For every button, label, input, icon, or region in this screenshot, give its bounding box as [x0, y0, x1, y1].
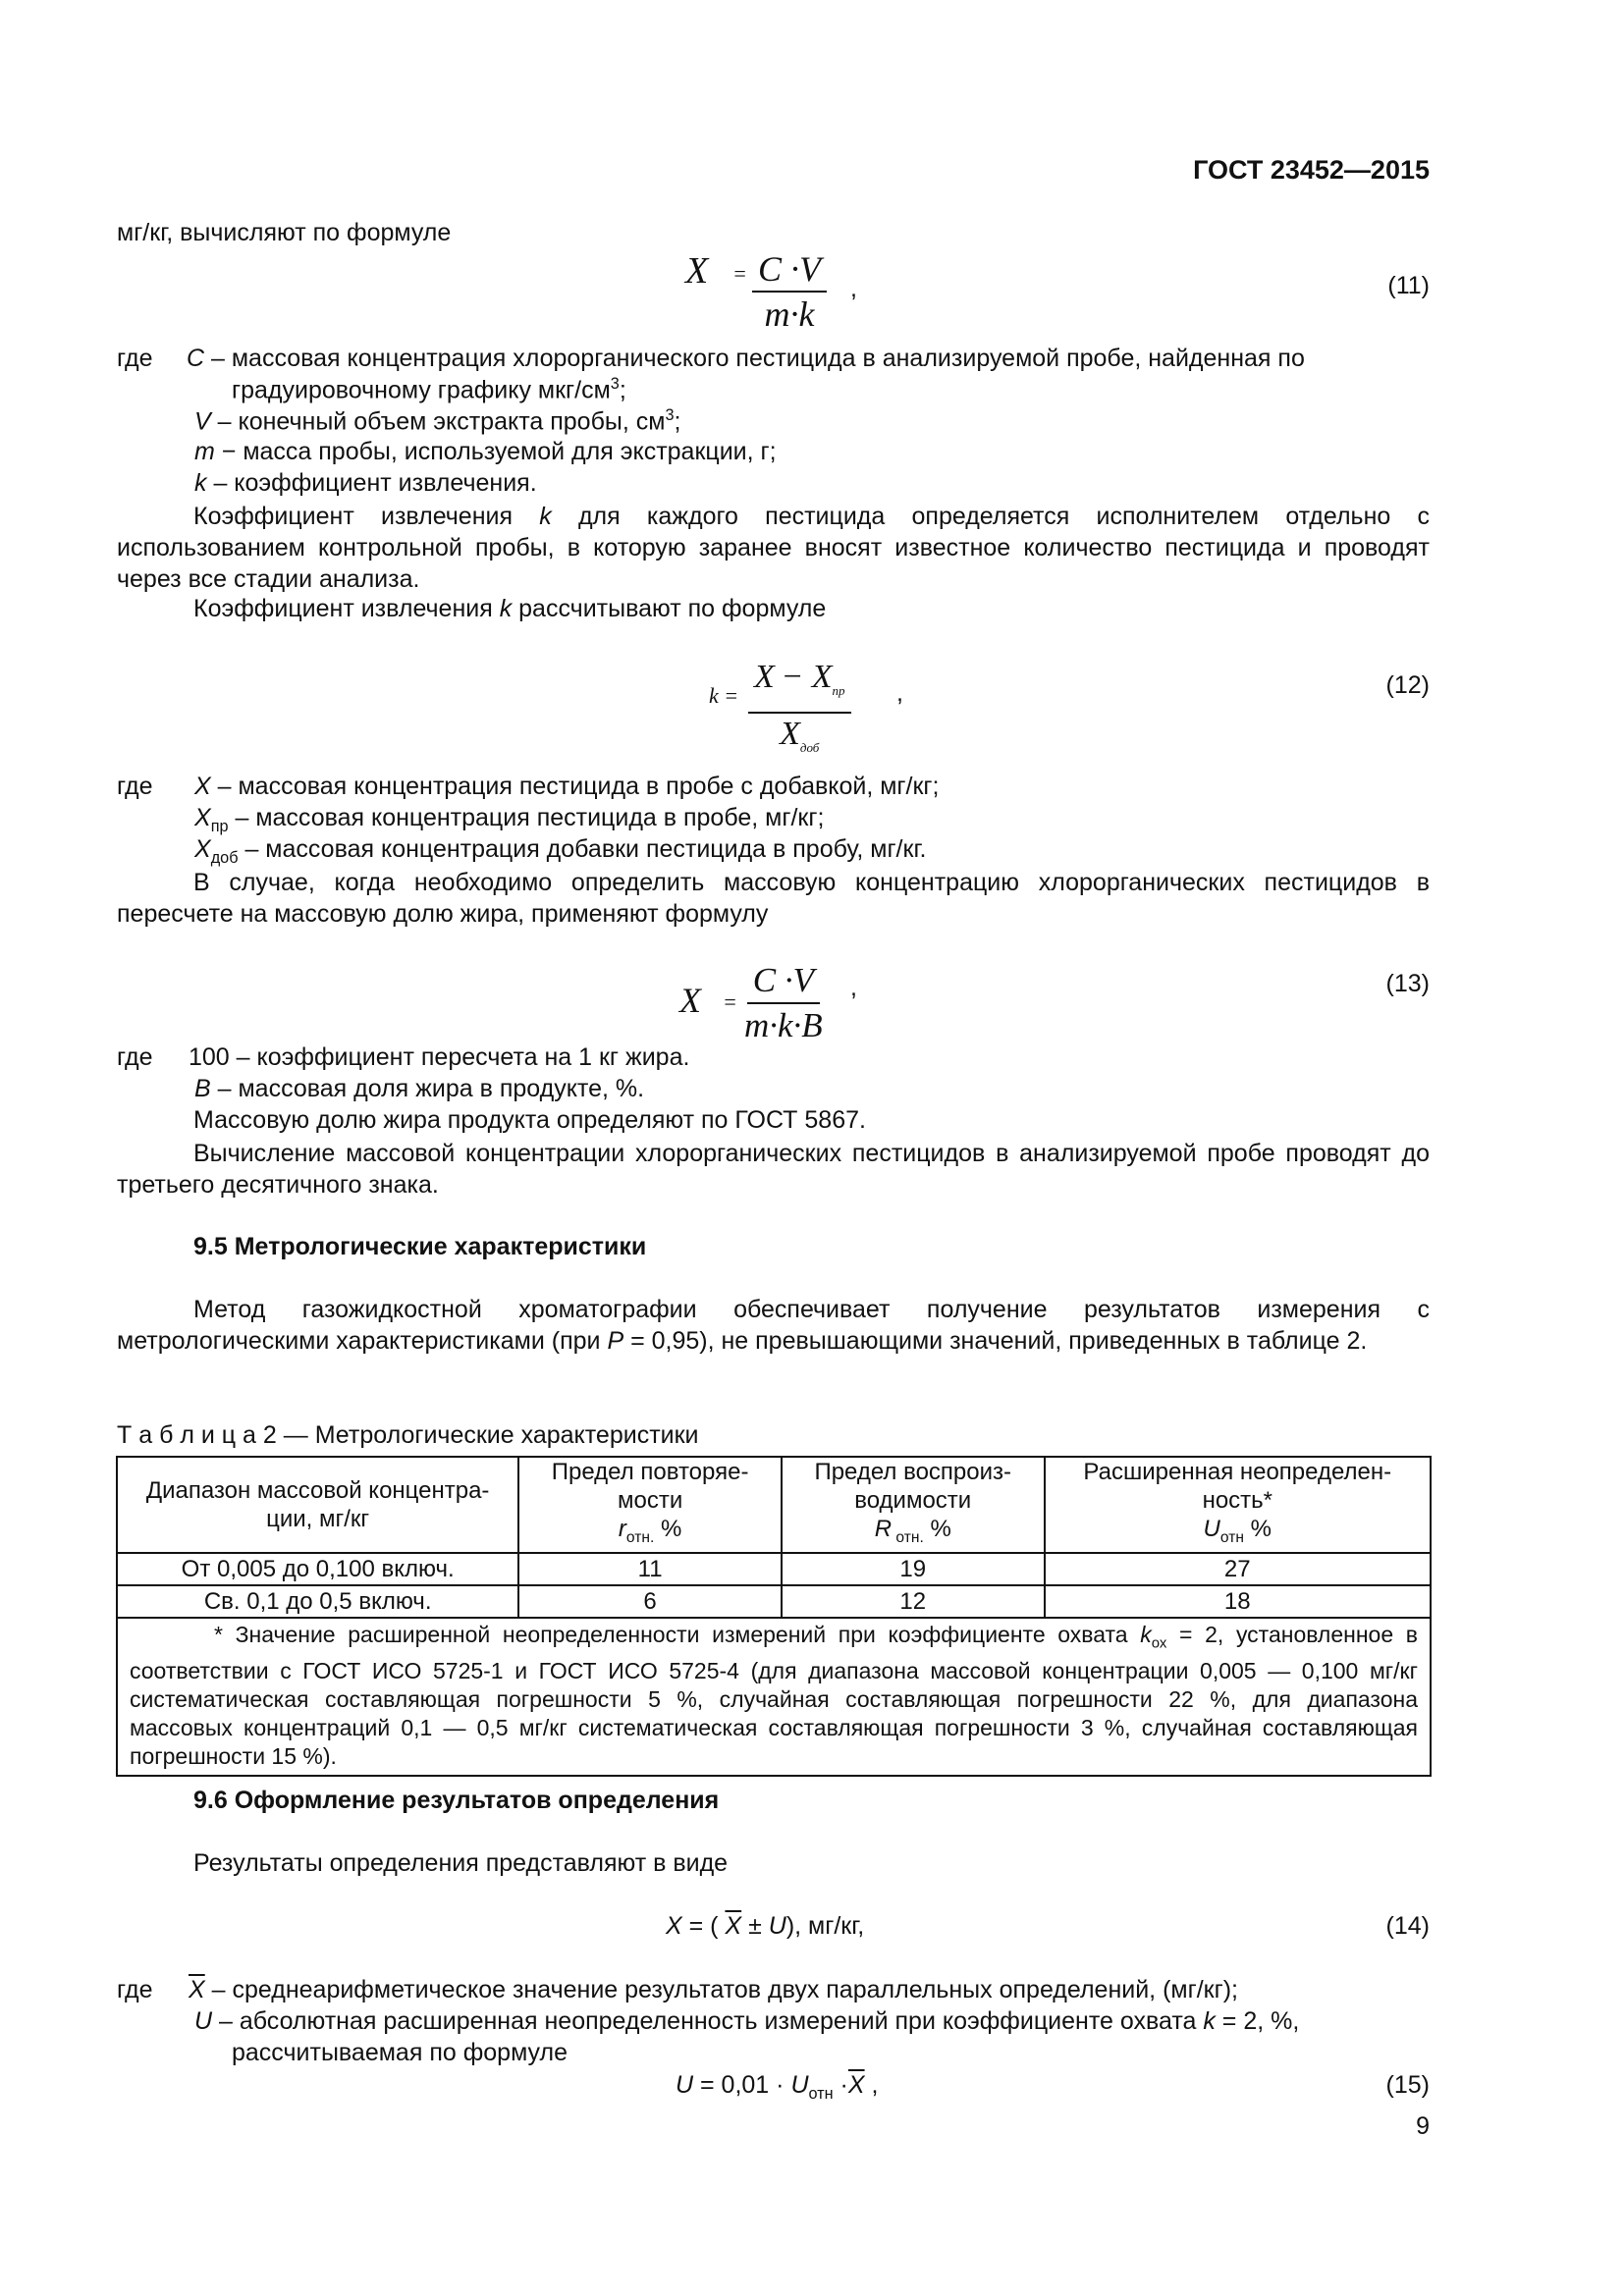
where3-line1: 100 – коэффициент пересчета на 1 кг жира. [189, 1043, 690, 1071]
eq11-numerator: C ·V [752, 249, 827, 293]
where1-item-c: C – массовая концентрация хлорорганического пестицида в анализируемой пробе, найденная по [187, 345, 1305, 372]
header-uncertainty: Расширенная неопределен- ность* $U_{отн}$ % [1045, 1457, 1431, 1553]
table-footnote: * Значение расширенной неопределенности измерений при коэффициенте охвата $k_{ох} = 2$, установленное в соответствии с ГОСТ ИСО 5725-1 и ГОСТ ИСО 5725-4 (для диапазона массовой концентрации 0,005 — 0,100 мг/кг систематическая составляющая погрешности 5 %, случайная составляющая погрешности 22 %, для диапазона массовых концентраций 0,1 — 0,5 мг/кг систематическая составляющая погрешности 3 %, случайная составляющая погрешности 15 %). [117, 1618, 1431, 1777]
section-9-5-title: 9.5 Метрологические характеристики [193, 1233, 647, 1260]
cell-repeatability: 11 [518, 1553, 782, 1585]
where4-line1: $\overline{X}$ – среднеарифметическое значение результатов двух параллельных определений, (мг/кг); [189, 1976, 1238, 2003]
where4-line2: U – абсолютная расширенная неопределенность измерений при коэффициенте охвата k = 2, %, [194, 2007, 1300, 2035]
cell-range: От 0,005 до 0,100 включ. [117, 1553, 518, 1585]
section-9-6-title: 9.6 Оформление результатов определения [193, 1787, 720, 1814]
eq13-lhs: X [679, 981, 701, 1020]
eq14-number: (14) [1385, 1912, 1430, 1940]
eq14: X = ( $\overline{X} \pm U$), мг/кг, [666, 1912, 865, 1940]
page-number: 9 [1416, 2112, 1430, 2140]
eq11-comma: , [850, 275, 857, 302]
where4-line3: рассчитываемая по формуле [232, 2039, 568, 2066]
header-repeatability: Предел повторяе- мости $r_{отн.}$ % [518, 1457, 782, 1553]
eq13-numerator: C ·V [747, 961, 820, 1004]
where2-item-xpr: $X_{пр}$ – массовая концентрация пестицида в пробе, мг/кг; [194, 804, 825, 835]
cell-reproducibility: 12 [782, 1585, 1045, 1618]
paragraph-fat: В случае, когда необходимо определить массовую концентрацию хлорорганических пестицидов в пересчете на массовую долю жира, применяют формулу [117, 869, 1430, 928]
where1-item-v: V – конечный объем экстракта пробы, $см^3$; [194, 406, 681, 436]
paragraph-k-definition: Коэффициент извлечения k для каждого пестицида определяется исполнителем отдельно с использованием контрольной пробы, в которую заранее вносят известное количество пестицида и проводят через все стадии анализа. [117, 503, 1430, 593]
eq15-number: (15) [1385, 2071, 1430, 2099]
document-id: ГОСТ 23452—2015 [1193, 155, 1430, 185]
eq13-denominator: m·k·B [744, 1006, 823, 1044]
eq12-comma: , [896, 679, 903, 707]
cell-reproducibility: 19 [782, 1553, 1045, 1585]
cell-repeatability: 6 [518, 1585, 782, 1618]
eq12-fraction [748, 659, 851, 767]
cell-uncertainty: 18 [1045, 1585, 1431, 1618]
where3-line2: B – массовая доля жира в продукте, %. [194, 1075, 645, 1102]
header-range: Диапазон массовой концентра- ции, мг/кг [117, 1457, 518, 1553]
table-caption: Т а б л и ц а 2 — Метрологические характеристики [117, 1421, 699, 1449]
where1-item-c-cont: градуировочному графику мкг/$см^3$; [232, 375, 626, 404]
table-footnote-row [117, 1618, 1431, 1777]
cell-uncertainty: 27 [1045, 1553, 1431, 1585]
where2-item-x: X – массовая концентрация пестицида в пробе с добавкой, мг/кг; [194, 773, 940, 800]
eq13-number: (13) [1385, 970, 1430, 997]
metrology-table [116, 1456, 1432, 1777]
eq13-comma: , [850, 974, 857, 1001]
eq12-denominator: $X_{доб}$ [780, 715, 820, 755]
eq11-denominator: m·k [764, 294, 815, 334]
eq12-number: (12) [1385, 671, 1430, 699]
eq12-numerator: $X - X_{пр}$ [748, 659, 851, 714]
header-reproducibility: Предел воспроиз- водимости R $_{отн.}$ % [782, 1457, 1045, 1553]
paragraph-method: Метод газожидкостной хроматографии обеспечивает получение результатов измерения с метрологическими характеристиками (при P = 0,95), не превышающими значений, приведенных в таблице 2. [117, 1296, 1430, 1355]
cell-range: Св. 0,1 до 0,5 включ. [117, 1585, 518, 1618]
table-header-row [117, 1457, 1431, 1553]
where2-label: где [117, 773, 153, 800]
paragraph-results: Результаты определения представляют в виде [193, 1849, 729, 1877]
where1-item-k: k – коэффициент извлечения. [194, 469, 537, 497]
eq12-lhs: k = [709, 683, 739, 708]
eq11-number: (11) [1387, 272, 1430, 299]
paragraph-k-formula: Коэффициент извлечения k рассчитывают по формуле [193, 595, 827, 622]
eq13-fraction [738, 961, 829, 1045]
where4-label: где [117, 1976, 153, 2003]
table-row [117, 1553, 1431, 1585]
paragraph-calc: Вычисление массовой концентрации хлорорганических пестицидов в анализируемой пробе проводят до третьего десятичного знака. [117, 1140, 1430, 1199]
where1-item-m: m − масса пробы, используемой для экстракции, г; [194, 438, 777, 465]
eq11-equals: = [732, 261, 747, 286]
eq15: $U = 0,01 \cdot U_{отн} \cdot\overline{X}$ , [676, 2071, 879, 2103]
intro-text: мг/кг, вычисляют по формуле [117, 219, 452, 246]
eq11-fraction [752, 249, 827, 334]
paragraph-gost: Массовую долю жира продукта определяют по ГОСТ 5867. [193, 1106, 866, 1134]
where2-item-xdob: $X_{доб}$ – массовая концентрация добавки пестицида в пробу, мг/кг. [194, 835, 927, 867]
eq13-equals: = [723, 989, 737, 1014]
where1-label: где [117, 345, 153, 372]
table-row [117, 1585, 1431, 1618]
eq11-lhs: X [685, 250, 709, 292]
where3-label: где [117, 1043, 153, 1071]
